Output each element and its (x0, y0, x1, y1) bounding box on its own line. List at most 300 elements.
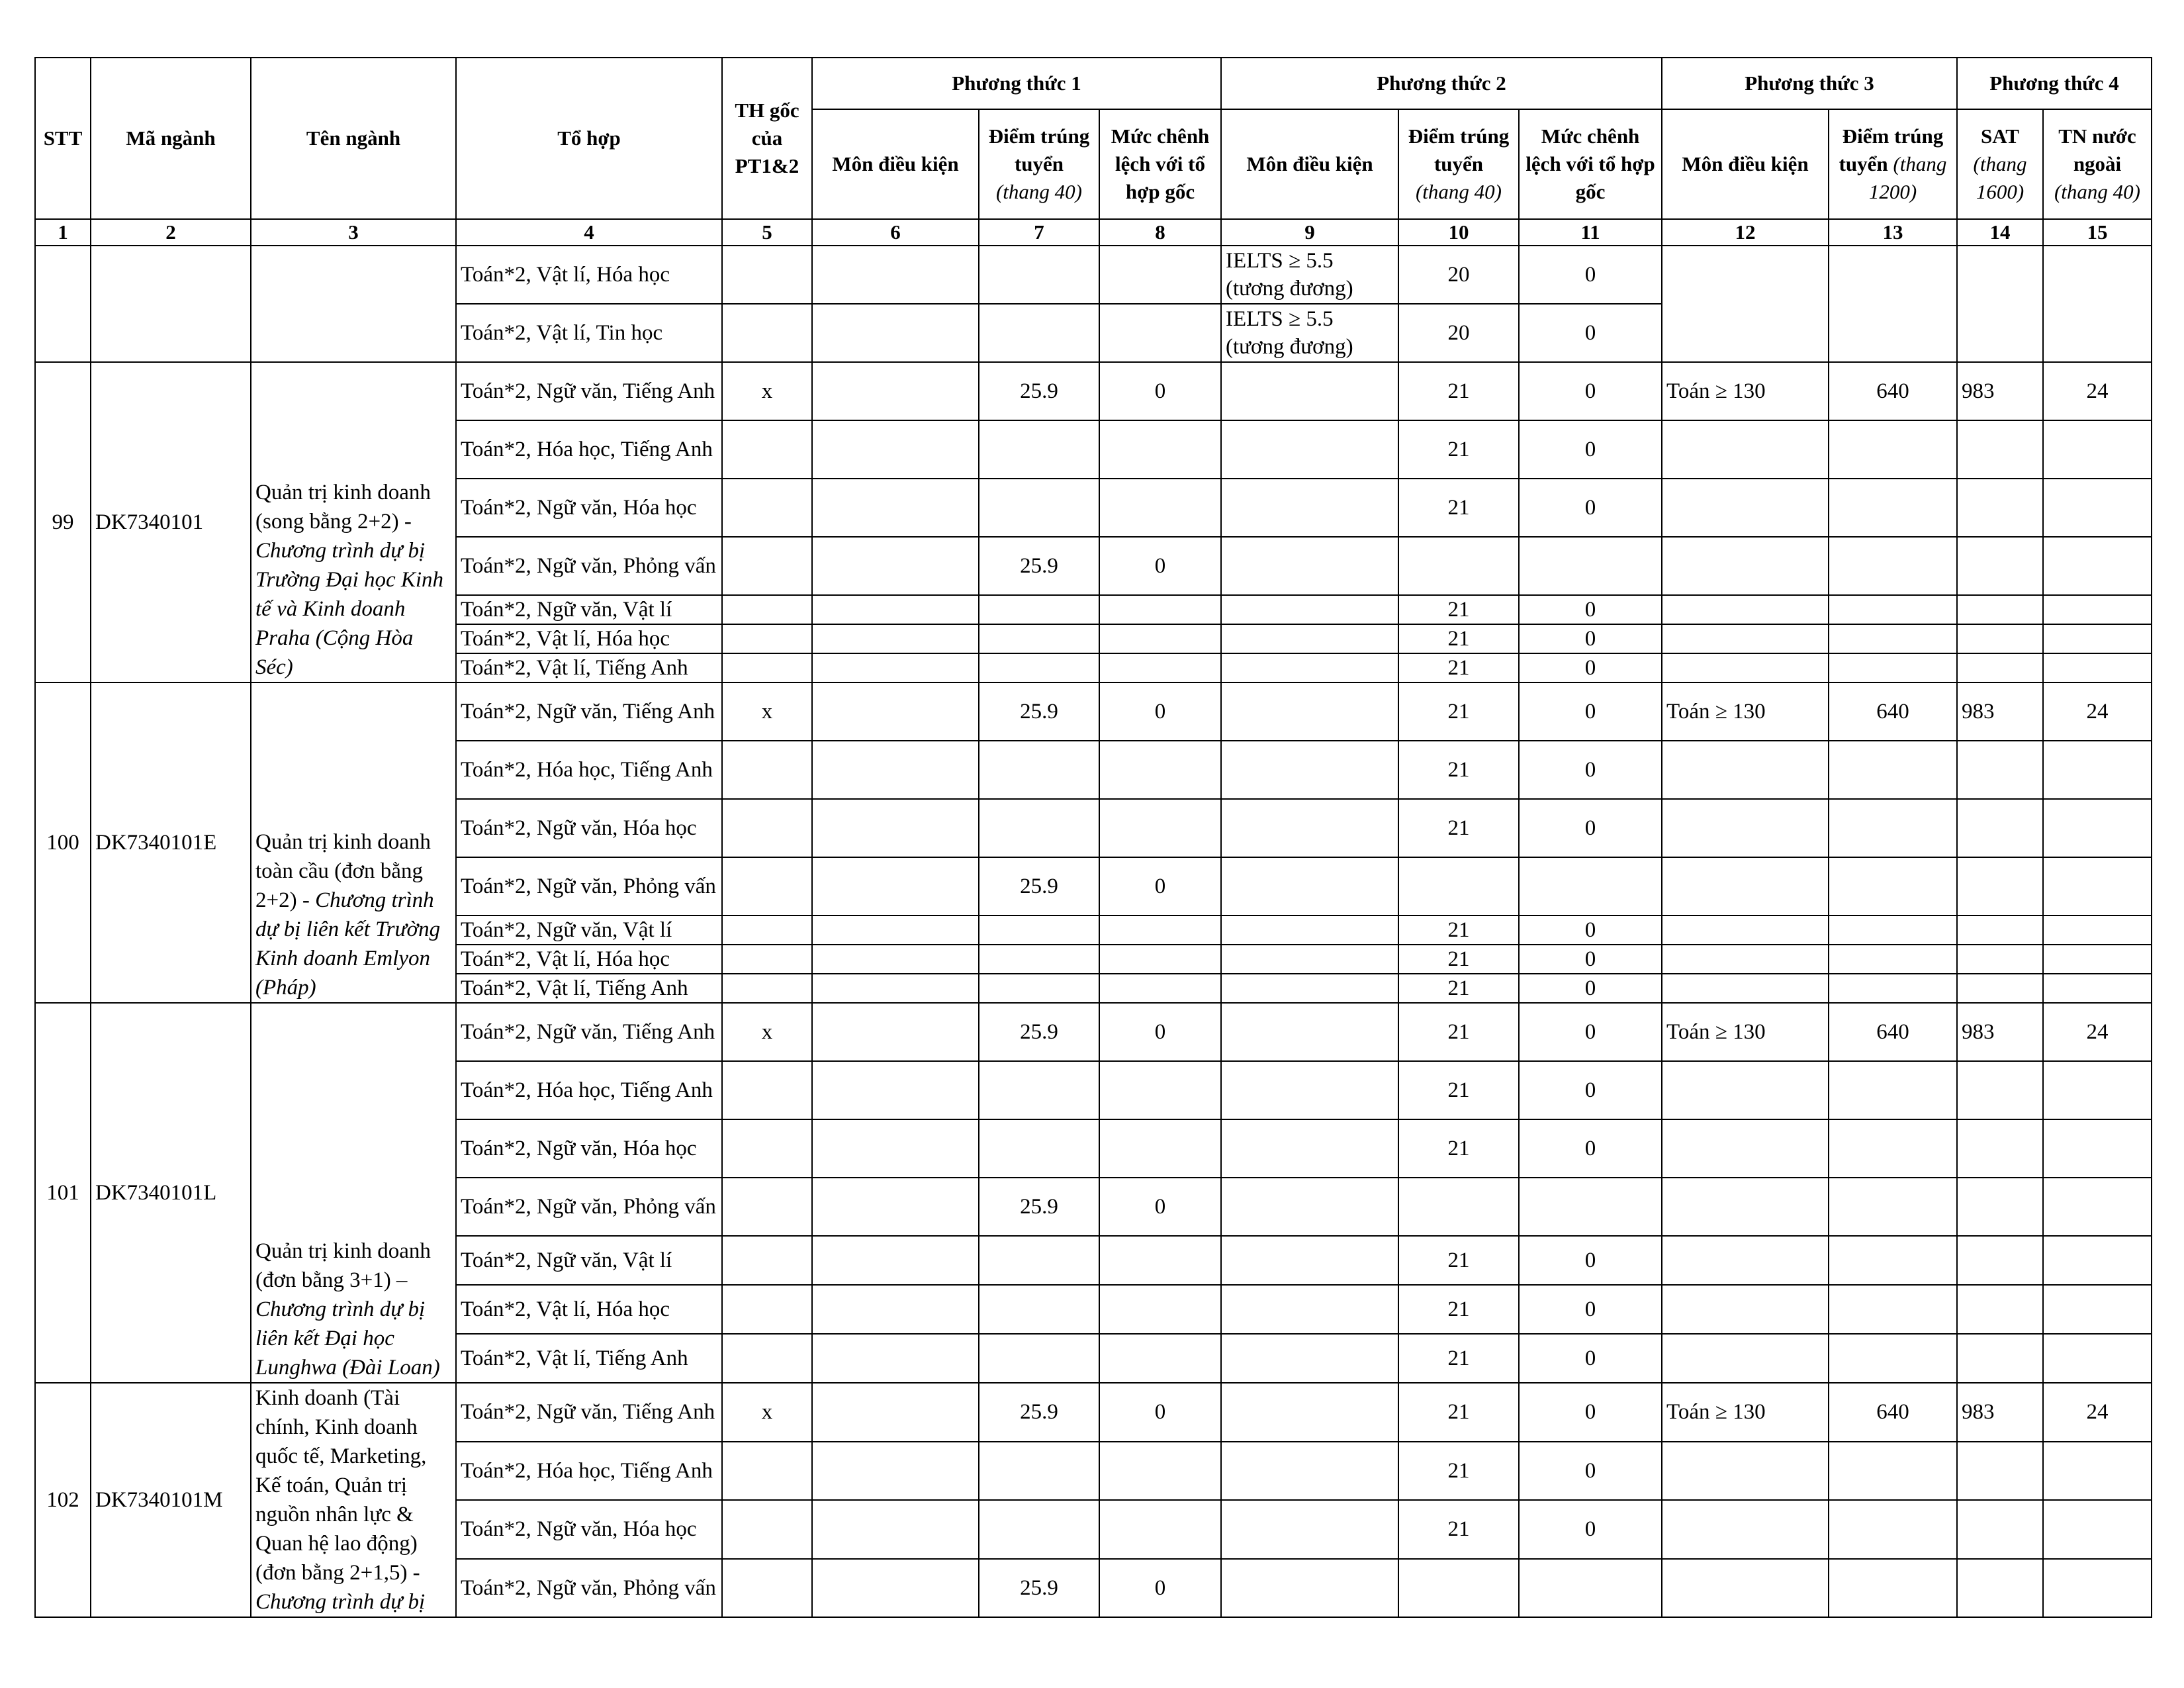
pt2-mon-cell (1221, 915, 1398, 945)
sat-cell (1957, 1061, 2043, 1119)
pt3-mon-cell (1662, 246, 1829, 362)
header-stt: STT (35, 58, 91, 219)
header-tn-nuoc-ngoai (2043, 109, 2152, 219)
pt3-mon-cell (1662, 624, 1829, 653)
pt3-mon-cell (1662, 1500, 1829, 1559)
column-number: 4 (456, 219, 722, 246)
pt1-mon-cell (812, 1559, 979, 1618)
pt1-diem-cell: 25.9 (979, 537, 1099, 595)
th-goc-cell (722, 246, 812, 304)
pt3-diem-cell (1829, 420, 1957, 479)
to-hop-cell: Toán*2, Vật lí, Hóa học (456, 246, 722, 304)
th-goc-cell (722, 1334, 812, 1383)
pt1-chenh-cell (1099, 799, 1221, 857)
sat-cell: 983 (1957, 362, 2043, 420)
pt1-mon-cell (812, 682, 979, 741)
pt2-diem-cell: 21 (1398, 420, 1519, 479)
pt1-chenh-cell (1099, 1500, 1221, 1559)
pt1-diem-cell (979, 420, 1099, 479)
pt2-mon-cell (1221, 1559, 1398, 1618)
pt1-chenh-cell (1099, 595, 1221, 624)
table-row (35, 246, 2152, 304)
pt1-diem-cell: 25.9 (979, 1178, 1099, 1236)
pt1-diem-cell (979, 624, 1099, 653)
pt1-mon-cell (812, 624, 979, 653)
pt3-diem-cell (1829, 1061, 1957, 1119)
pt2-mon-cell (1221, 653, 1398, 682)
to-hop-cell: Toán*2, Ngữ văn, Tiếng Anh (456, 1003, 722, 1061)
ma-nganh-cell: DK7340101E (91, 682, 251, 1003)
pt3-mon-cell (1662, 1334, 1829, 1383)
pt2-mon-cell (1221, 595, 1398, 624)
pt1-mon-cell (812, 945, 979, 974)
pt2-diem-cell: 21 (1398, 1442, 1519, 1501)
pt2-diem-cell (1398, 537, 1519, 595)
th-goc-cell (722, 1500, 812, 1559)
pt1-chenh-cell: 0 (1099, 1383, 1221, 1442)
pt2-chenh-cell (1519, 1178, 1662, 1236)
pt3-diem-cell (1829, 799, 1957, 857)
pt1-mon-cell (812, 1442, 979, 1501)
pt1-diem-cell (979, 1061, 1099, 1119)
pt1-mon-cell (812, 304, 979, 362)
pt1-chenh-cell (1099, 1442, 1221, 1501)
pt2-chenh-cell: 0 (1519, 945, 1662, 974)
pt3-mon-cell (1662, 595, 1829, 624)
pt3-diem-cell (1829, 246, 1957, 362)
ten-nganh-cell (251, 682, 456, 1003)
sat-cell (1957, 741, 2043, 799)
header-to-hop: Tổ hợp (456, 58, 722, 219)
pt1-mon-cell (812, 1500, 979, 1559)
to-hop-cell: Toán*2, Ngữ văn, Tiếng Anh (456, 1383, 722, 1442)
pt2-chenh-cell: 0 (1519, 1119, 1662, 1178)
ten-nganh-cell (251, 246, 456, 362)
to-hop-cell: Toán*2, Vật lí, Tiếng Anh (456, 1334, 722, 1383)
pt2-chenh-cell: 0 (1519, 1003, 1662, 1061)
pt1-chenh-cell (1099, 1236, 1221, 1285)
header-sat-scale: (thang 1600) (1973, 152, 2027, 203)
pt1-diem-cell (979, 1334, 1099, 1383)
column-number: 8 (1099, 219, 1221, 246)
pt2-diem-cell: 21 (1398, 1334, 1519, 1383)
tn-cell: 24 (2043, 362, 2152, 420)
pt1-chenh-cell (1099, 741, 1221, 799)
pt3-diem-cell: 640 (1829, 682, 1957, 741)
pt1-chenh-cell: 0 (1099, 362, 1221, 420)
pt1-mon-cell (812, 799, 979, 857)
stt-cell (35, 246, 91, 362)
sat-cell (1957, 915, 2043, 945)
th-goc-cell (722, 974, 812, 1003)
to-hop-cell: Toán*2, Hóa học, Tiếng Anh (456, 741, 722, 799)
header-pt1-diem (979, 109, 1099, 219)
ten-nganh-text: Quản trị kinh doanh (đơn bằng 3+1) – (255, 1239, 431, 1292)
header-ma-nganh: Mã ngành (91, 58, 251, 219)
tn-cell (2043, 595, 2152, 624)
pt1-mon-cell (812, 362, 979, 420)
pt2-diem-cell (1398, 1559, 1519, 1618)
pt3-mon-cell (1662, 1061, 1829, 1119)
pt2-chenh-cell: 0 (1519, 595, 1662, 624)
pt1-mon-cell (812, 246, 979, 304)
sat-cell (1957, 624, 2043, 653)
pt2-mon-cell (1221, 1061, 1398, 1119)
tn-cell (2043, 479, 2152, 537)
pt2-chenh-cell: 0 (1519, 362, 1662, 420)
ten-nganh-text: Quản trị kinh doanh (song bằng 2+2) - (255, 481, 431, 534)
pt2-mon-cell (1221, 1500, 1398, 1559)
pt1-diem-cell (979, 741, 1099, 799)
header-pt3-diem-label: Điểm trúng tuyển (1839, 124, 1944, 175)
pt1-chenh-cell: 0 (1099, 537, 1221, 595)
column-number: 6 (812, 219, 979, 246)
to-hop-cell: Toán*2, Ngữ văn, Hóa học (456, 1500, 722, 1559)
pt2-mon-cell (1221, 624, 1398, 653)
pt2-diem-cell: 21 (1398, 1383, 1519, 1442)
tn-cell (2043, 1285, 2152, 1334)
sat-cell (1957, 1236, 2043, 1285)
pt3-diem-cell (1829, 1334, 1957, 1383)
pt2-mon-cell (1221, 537, 1398, 595)
admission-score-table-page (34, 57, 2152, 1618)
th-goc-cell (722, 304, 812, 362)
pt1-chenh-cell: 0 (1099, 857, 1221, 915)
pt3-diem-cell (1829, 1119, 1957, 1178)
th-goc-cell: x (722, 362, 812, 420)
ma-nganh-cell: DK7340101 (91, 362, 251, 682)
pt2-diem-cell: 21 (1398, 1285, 1519, 1334)
header-pt1-diem-scale: (thang 40) (995, 180, 1082, 203)
header-pt2-diem-scale: (thang 40) (1415, 180, 1502, 203)
pt2-diem-cell: 21 (1398, 1003, 1519, 1061)
pt2-chenh-cell: 0 (1519, 1500, 1662, 1559)
to-hop-cell: Toán*2, Ngữ văn, Hóa học (456, 479, 722, 537)
to-hop-cell: Toán*2, Vật lí, Hóa học (456, 1285, 722, 1334)
header-pt2-chenh-lech: Mức chênh lệch với tổ hợp gốc (1519, 109, 1662, 219)
pt1-diem-cell (979, 653, 1099, 682)
pt2-chenh-cell: 0 (1519, 1061, 1662, 1119)
pt2-chenh-cell: 0 (1519, 246, 1662, 304)
pt1-diem-cell (979, 304, 1099, 362)
pt2-chenh-cell: 0 (1519, 1236, 1662, 1285)
pt2-chenh-cell: 0 (1519, 799, 1662, 857)
tn-cell (2043, 974, 2152, 1003)
pt3-diem-cell: 640 (1829, 1003, 1957, 1061)
pt2-mon-cell (1221, 1442, 1398, 1501)
pt1-mon-cell (812, 1061, 979, 1119)
tn-cell (2043, 624, 2152, 653)
tn-cell (2043, 799, 2152, 857)
admission-score-table (34, 57, 2152, 1618)
ten-nganh-program: Chương trình dự bị liên kết Đại học Lunghwa (Đài Loan) (255, 1297, 440, 1380)
to-hop-cell: Toán*2, Ngữ văn, Tiếng Anh (456, 362, 722, 420)
column-number: 15 (2043, 219, 2152, 246)
pt2-mon-cell (1221, 799, 1398, 857)
to-hop-cell: Toán*2, Ngữ văn, Vật lí (456, 1236, 722, 1285)
tn-cell: 24 (2043, 682, 2152, 741)
column-number: 9 (1221, 219, 1398, 246)
tn-cell (2043, 1500, 2152, 1559)
pt2-mon-cell (1221, 1285, 1398, 1334)
pt1-diem-cell (979, 1236, 1099, 1285)
pt1-diem-cell (979, 974, 1099, 1003)
pt3-diem-cell: 640 (1829, 1383, 1957, 1442)
header-pt3-diem-scale: (thang 1200) (1868, 152, 1947, 203)
pt1-chenh-cell (1099, 420, 1221, 479)
pt3-mon-cell: Toán ≥ 130 (1662, 1003, 1829, 1061)
column-number: 11 (1519, 219, 1662, 246)
pt2-chenh-cell: 0 (1519, 974, 1662, 1003)
pt3-mon-cell (1662, 799, 1829, 857)
pt3-mon-cell (1662, 945, 1829, 974)
header-ten-nganh: Tên ngành (251, 58, 456, 219)
th-goc-cell (722, 1442, 812, 1501)
pt2-mon-cell (1221, 1003, 1398, 1061)
pt1-mon-cell (812, 1119, 979, 1178)
to-hop-cell: Toán*2, Ngữ văn, Phỏng vấn (456, 537, 722, 595)
pt2-diem-cell: 21 (1398, 799, 1519, 857)
tn-cell (2043, 1119, 2152, 1178)
pt1-mon-cell (812, 1236, 979, 1285)
ma-nganh-cell: DK7340101L (91, 1003, 251, 1383)
pt3-diem-cell (1829, 653, 1957, 682)
pt1-chenh-cell (1099, 624, 1221, 653)
pt1-mon-cell (812, 1285, 979, 1334)
pt2-diem-cell: 21 (1398, 915, 1519, 945)
column-number: 7 (979, 219, 1099, 246)
tn-cell: 24 (2043, 1383, 2152, 1442)
pt2-chenh-cell: 0 (1519, 420, 1662, 479)
tn-cell (2043, 1559, 2152, 1618)
pt2-chenh-cell: 0 (1519, 1285, 1662, 1334)
header-pt1-diem-label: Điểm trúng tuyển (988, 124, 1090, 175)
pt3-diem-cell (1829, 479, 1957, 537)
pt2-mon-cell (1221, 362, 1398, 420)
pt3-mon-cell (1662, 1285, 1829, 1334)
sat-cell (1957, 1119, 2043, 1178)
pt1-mon-cell (812, 741, 979, 799)
pt2-mon-cell (1221, 479, 1398, 537)
column-number-row (35, 219, 2152, 246)
tn-cell (2043, 246, 2152, 362)
pt2-chenh-cell (1519, 857, 1662, 915)
pt3-mon-cell: Toán ≥ 130 (1662, 362, 1829, 420)
column-number: 13 (1829, 219, 1957, 246)
pt3-mon-cell: Toán ≥ 130 (1662, 1383, 1829, 1442)
th-goc-cell (722, 537, 812, 595)
tn-cell (2043, 1442, 2152, 1501)
tn-cell (2043, 653, 2152, 682)
pt3-diem-cell (1829, 1442, 1957, 1501)
header-tn-scale: (thang 40) (2054, 180, 2140, 203)
sat-cell (1957, 1442, 2043, 1501)
pt2-mon-cell (1221, 1383, 1398, 1442)
pt3-mon-cell (1662, 974, 1829, 1003)
pt2-diem-cell: 21 (1398, 1061, 1519, 1119)
stt-cell: 100 (35, 682, 91, 1003)
stt-cell: 99 (35, 362, 91, 682)
tn-cell (2043, 1236, 2152, 1285)
pt2-diem-cell: 20 (1398, 246, 1519, 304)
th-goc-cell (722, 653, 812, 682)
pt3-diem-cell (1829, 741, 1957, 799)
pt1-chenh-cell (1099, 945, 1221, 974)
pt2-chenh-cell: 0 (1519, 304, 1662, 362)
pt2-chenh-cell: 0 (1519, 915, 1662, 945)
header-phuong-thuc-4: Phương thức 4 (1957, 58, 2152, 109)
pt2-chenh-cell: 0 (1519, 741, 1662, 799)
header-pt3-diem (1829, 109, 1957, 219)
pt1-chenh-cell (1099, 974, 1221, 1003)
th-goc-cell (722, 799, 812, 857)
th-goc-cell (722, 945, 812, 974)
pt1-mon-cell (812, 595, 979, 624)
header-pt1-mon-dieu-kien: Môn điều kiện (812, 109, 979, 219)
sat-cell (1957, 595, 2043, 624)
th-goc-cell (722, 741, 812, 799)
pt1-chenh-cell (1099, 304, 1221, 362)
header-pt1-chenh-lech: Mức chênh lệch với tổ hợp gốc (1099, 109, 1221, 219)
pt1-mon-cell (812, 857, 979, 915)
pt1-chenh-cell (1099, 246, 1221, 304)
th-goc-cell: x (722, 1003, 812, 1061)
pt2-diem-cell: 21 (1398, 741, 1519, 799)
to-hop-cell: Toán*2, Ngữ văn, Phỏng vấn (456, 1559, 722, 1618)
pt3-mon-cell (1662, 653, 1829, 682)
ten-nganh-text: Quản trị kinh doanh toàn cầu (đơn bằng 2+2) - (255, 830, 431, 912)
pt1-mon-cell (812, 974, 979, 1003)
sat-cell (1957, 1285, 2043, 1334)
tn-cell: 24 (2043, 1003, 2152, 1061)
header-pt3-mon-dieu-kien: Môn điều kiện (1662, 109, 1829, 219)
to-hop-cell: Toán*2, Vật lí, Hóa học (456, 624, 722, 653)
th-goc-cell (722, 595, 812, 624)
to-hop-cell: Toán*2, Vật lí, Tiếng Anh (456, 974, 722, 1003)
pt1-diem-cell: 25.9 (979, 362, 1099, 420)
pt1-diem-cell (979, 799, 1099, 857)
pt3-diem-cell (1829, 857, 1957, 915)
pt1-mon-cell (812, 420, 979, 479)
th-goc-cell (722, 857, 812, 915)
pt2-mon-cell (1221, 420, 1398, 479)
table-row (35, 1383, 2152, 1442)
sat-cell (1957, 246, 2043, 362)
pt2-mon-cell (1221, 1236, 1398, 1285)
pt1-chenh-cell: 0 (1099, 1559, 1221, 1618)
pt2-diem-cell (1398, 857, 1519, 915)
sat-cell: 983 (1957, 1003, 2043, 1061)
stt-cell: 101 (35, 1003, 91, 1383)
pt1-diem-cell (979, 915, 1099, 945)
th-goc-cell (722, 624, 812, 653)
th-goc-cell (722, 1178, 812, 1236)
pt2-chenh-cell: 0 (1519, 1442, 1662, 1501)
pt2-mon-cell (1221, 741, 1398, 799)
ten-nganh-cell (251, 1383, 456, 1617)
pt3-mon-cell (1662, 1178, 1829, 1236)
pt3-mon-cell (1662, 1442, 1829, 1501)
pt2-chenh-cell: 0 (1519, 653, 1662, 682)
pt2-mon-cell (1221, 682, 1398, 741)
table-row (35, 682, 2152, 741)
pt2-chenh-cell: 0 (1519, 624, 1662, 653)
pt2-chenh-cell: 0 (1519, 682, 1662, 741)
pt1-diem-cell: 25.9 (979, 1559, 1099, 1618)
ten-nganh-program: Chương trình dự bị Trường Đại học Kinh tế và Kinh doanh Praha (Cộng Hòa Séc) (255, 539, 444, 679)
ma-nganh-cell: DK7340101M (91, 1383, 251, 1617)
to-hop-cell: Toán*2, Vật lí, Tiếng Anh (456, 653, 722, 682)
pt2-diem-cell: 21 (1398, 945, 1519, 974)
sat-cell (1957, 537, 2043, 595)
th-goc-cell: x (722, 682, 812, 741)
pt1-diem-cell: 25.9 (979, 1003, 1099, 1061)
to-hop-cell: Toán*2, Ngữ văn, Hóa học (456, 799, 722, 857)
pt1-chenh-cell (1099, 1334, 1221, 1383)
sat-cell (1957, 479, 2043, 537)
tn-cell (2043, 420, 2152, 479)
pt1-chenh-cell (1099, 479, 1221, 537)
sat-cell (1957, 1178, 2043, 1236)
header-phuong-thuc-1: Phương thức 1 (812, 58, 1221, 109)
pt2-mon-cell: IELTS ≥ 5.5 (tương đương) (1221, 246, 1398, 304)
pt1-chenh-cell (1099, 1119, 1221, 1178)
pt2-diem-cell: 21 (1398, 624, 1519, 653)
header-phuong-thuc-2: Phương thức 2 (1221, 58, 1662, 109)
pt1-mon-cell (812, 1178, 979, 1236)
pt3-mon-cell (1662, 1559, 1829, 1618)
pt2-chenh-cell (1519, 1559, 1662, 1618)
pt3-diem-cell (1829, 945, 1957, 974)
pt2-chenh-cell (1519, 537, 1662, 595)
th-goc-cell (722, 1559, 812, 1618)
tn-cell (2043, 1061, 2152, 1119)
sat-cell (1957, 945, 2043, 974)
pt2-mon-cell (1221, 1119, 1398, 1178)
pt3-diem-cell (1829, 624, 1957, 653)
pt3-mon-cell (1662, 1119, 1829, 1178)
column-number: 1 (35, 219, 91, 246)
to-hop-cell: Toán*2, Hóa học, Tiếng Anh (456, 1442, 722, 1501)
sat-cell (1957, 857, 2043, 915)
table-row (35, 1003, 2152, 1061)
column-number: 10 (1398, 219, 1519, 246)
th-goc-cell (722, 479, 812, 537)
pt3-mon-cell: Toán ≥ 130 (1662, 682, 1829, 741)
pt2-chenh-cell: 0 (1519, 1383, 1662, 1442)
pt1-diem-cell: 25.9 (979, 682, 1099, 741)
pt2-mon-cell (1221, 1334, 1398, 1383)
pt3-mon-cell (1662, 537, 1829, 595)
column-number: 14 (1957, 219, 2043, 246)
pt3-mon-cell (1662, 420, 1829, 479)
sat-cell: 983 (1957, 682, 2043, 741)
tn-cell (2043, 1334, 2152, 1383)
pt2-mon-cell (1221, 1178, 1398, 1236)
header-tn-label: TN nước ngoài (2058, 124, 2136, 175)
pt3-diem-cell (1829, 1178, 1957, 1236)
th-goc-cell (722, 420, 812, 479)
to-hop-cell: Toán*2, Ngữ văn, Phỏng vấn (456, 857, 722, 915)
pt1-chenh-cell: 0 (1099, 1178, 1221, 1236)
pt3-diem-cell: 640 (1829, 362, 1957, 420)
ten-nganh-text: Kinh doanh (Tài chính, Kinh doanh quốc tế, Marketing, Kế toán, Quản trị nguồn nhân lực & Quan hệ lao động) (đơn bằng 2+1,5) - (255, 1386, 427, 1585)
pt3-mon-cell (1662, 857, 1829, 915)
pt3-diem-cell (1829, 915, 1957, 945)
pt1-diem-cell (979, 1119, 1099, 1178)
pt1-diem-cell (979, 595, 1099, 624)
header-sat-label: SAT (1980, 124, 2019, 148)
